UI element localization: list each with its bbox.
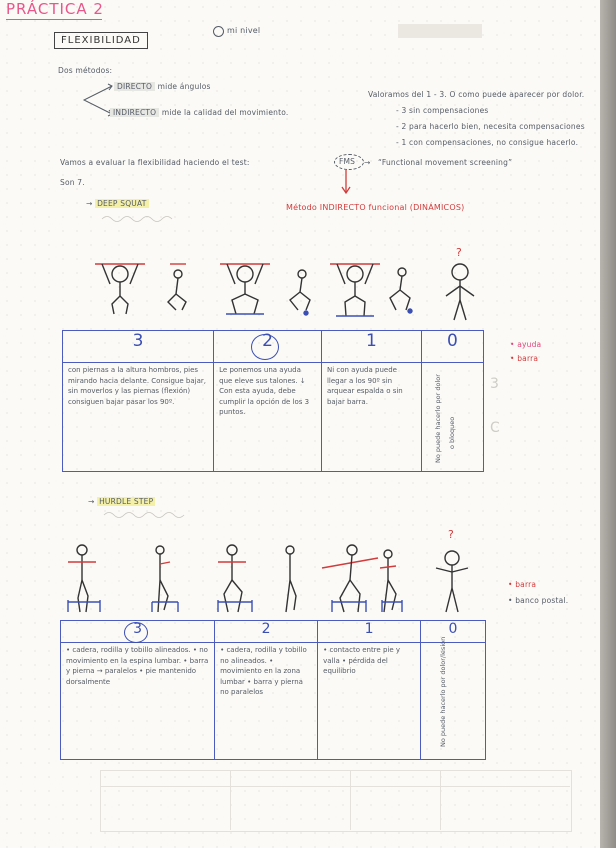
- score-0: 0: [447, 331, 458, 351]
- scribble-underline-2: [104, 510, 184, 520]
- hurdle-score-3-criteria: • cadera, rodilla y tobillo alineados. • no movimiento en la espina lumbar. • barra y pierna → paralelos • pie mantenido dorsalmente: [66, 646, 209, 686]
- hurdle-step-title: HURDLE STEP: [99, 497, 154, 506]
- legend-help: • ayuda: [510, 340, 542, 349]
- level-circle-icon: [213, 26, 224, 37]
- score-1-hurdle: 1: [364, 621, 374, 637]
- score-2: 2: [262, 331, 273, 351]
- scale-line-2: - 3 sin compensaciones: [396, 106, 489, 115]
- scribble-underline: [102, 214, 172, 224]
- direct-method-label: DIRECTO: [114, 82, 155, 91]
- notebook-page: PRÁCTICA 2 FLEXIBILIDAD mi nivel Dos métodos: DIRECTO mide ángulos INDIRECTO mide la calidad del movimiento. Valoramos del 1 - 3. O como puede aparecer por dolor. - 3 sin compensaciones - 2 para hacerlo bien, necesita compensaciones - 1 con compensaciones, no consigue hacerlo. Vamos a evaluar la flexibilidad haciendo el test: FMS → “Functional movement screening” Son 7. Método INDIRECTO funcional (DINÁMICOS) → DEEP SQUAT ? • ayuda • barra 3 2 1 0 con piernas a la altura hombros, pies mirando hacia delante. Consigue bajar, sin moverlos y las piernas (flexión) consiguen bajar pasar los 90º. Le ponemos una ayuda que eleve sus talones. ↓ Con esta ayuda, debe cumplir la opción de los 3 puntos. Ni con ayuda puede llegar a los 90º sin arquear espalda o sin bajar barra. No puede hacerlo por dolor o bloqueo 3 C → HURDLE STEP ? • barra • banco postal. 3 2 1 0 • cadera, rodilla y tobillo alineados. • no movimiento en la espina lumbar. • barra y pierna → paralelos • pie mantenido dorsalmente • cadera, rodilla y tobillo no alineados. • movimiento en la zona lumbar • barra y pierna no paralelos • contacto entre pie y valla • pérdida del equilibrio No puede hacerlo por dolor/lesión: [0, 0, 600, 848]
- score-1-criteria: Ni con ayuda puede llegar a los 90º sin arquear espalda o sin bajar barra.: [326, 366, 403, 406]
- arrow-down-icon: [340, 170, 352, 196]
- hurdle-score-2-criteria: • cadera, rodilla y tobillo no alineados. • movimiento en la zona lumbar • barra y pierna no paralelos: [220, 646, 307, 696]
- scale-line-3: - 2 para hacerlo bien, necesita compensaciones: [396, 122, 585, 131]
- bleed-through-table: [100, 770, 572, 832]
- score-3-hurdle: 3: [133, 621, 143, 637]
- hurdle-step-score-table: [60, 620, 486, 760]
- hurdle-score-0-criteria: No puede hacerlo por dolor/lesión: [439, 636, 448, 747]
- bleed-through-mark: [398, 24, 482, 38]
- legend-bar-2: • barra: [508, 580, 537, 589]
- deep-squat-score-table: [62, 330, 484, 472]
- tests-count: Son 7.: [60, 178, 85, 187]
- scale-line-1: Valoramos del 1 - 3. O como puede aparecer por dolor.: [368, 90, 585, 99]
- hurdle-step-figures: [60, 528, 480, 620]
- deep-squat-figures: [90, 244, 490, 324]
- direct-method-desc: mide ángulos: [157, 82, 211, 91]
- method-note: Método INDIRECTO funcional (DINÁMICOS): [286, 203, 465, 212]
- indirect-method-label: INDIRECTO: [110, 108, 159, 117]
- scale-line-4: - 1 con compensaciones, no consigue hacerlo.: [396, 138, 579, 147]
- svg-text:?: ?: [448, 528, 454, 541]
- score-0-criteria-extra: o bloqueo: [447, 416, 456, 449]
- methods-intro: Dos métodos:: [58, 66, 113, 75]
- legend-bar: • barra: [510, 354, 539, 363]
- svg-text:?: ?: [456, 246, 462, 259]
- fms-abbr: FMS: [339, 157, 356, 166]
- indirect-method-desc: mide la calidad del movimiento.: [161, 108, 289, 117]
- score-2-criteria: Le ponemos una ayuda que eleve sus talones. ↓ Con esta ayuda, debe cumplir la opción de los 3 puntos.: [219, 366, 310, 416]
- score-2-hurdle: 2: [261, 621, 271, 637]
- deep-squat-title: DEEP SQUAT: [97, 199, 147, 208]
- evaluation-line: Vamos a evaluar la flexibilidad haciendo el test:: [60, 158, 250, 167]
- level-label: mi nivel: [227, 26, 261, 35]
- score-0-hurdle: 0: [448, 621, 458, 637]
- score-1: 1: [366, 331, 377, 351]
- score-0-criteria: No puede hacerlo por dolor: [433, 374, 442, 463]
- fms-full-name: “Functional movement screening”: [378, 158, 513, 167]
- score-3-criteria: con piernas a la altura hombros, pies mirando hacia delante. Consigue bajar, sin moverlos y las piernas (flexión) consiguen bajar pasar los 90º.: [68, 366, 206, 406]
- legend-bench: • banco postal.: [508, 596, 569, 605]
- title-underline: [6, 19, 102, 20]
- topic-box: FLEXIBILIDAD: [54, 32, 148, 49]
- score-3: 3: [132, 331, 144, 351]
- hurdle-score-1-criteria: • contacto entre pie y valla • pérdida del equilibrio: [323, 646, 401, 675]
- page-title: PRÁCTICA 2: [6, 0, 104, 18]
- page-edge: [600, 0, 616, 848]
